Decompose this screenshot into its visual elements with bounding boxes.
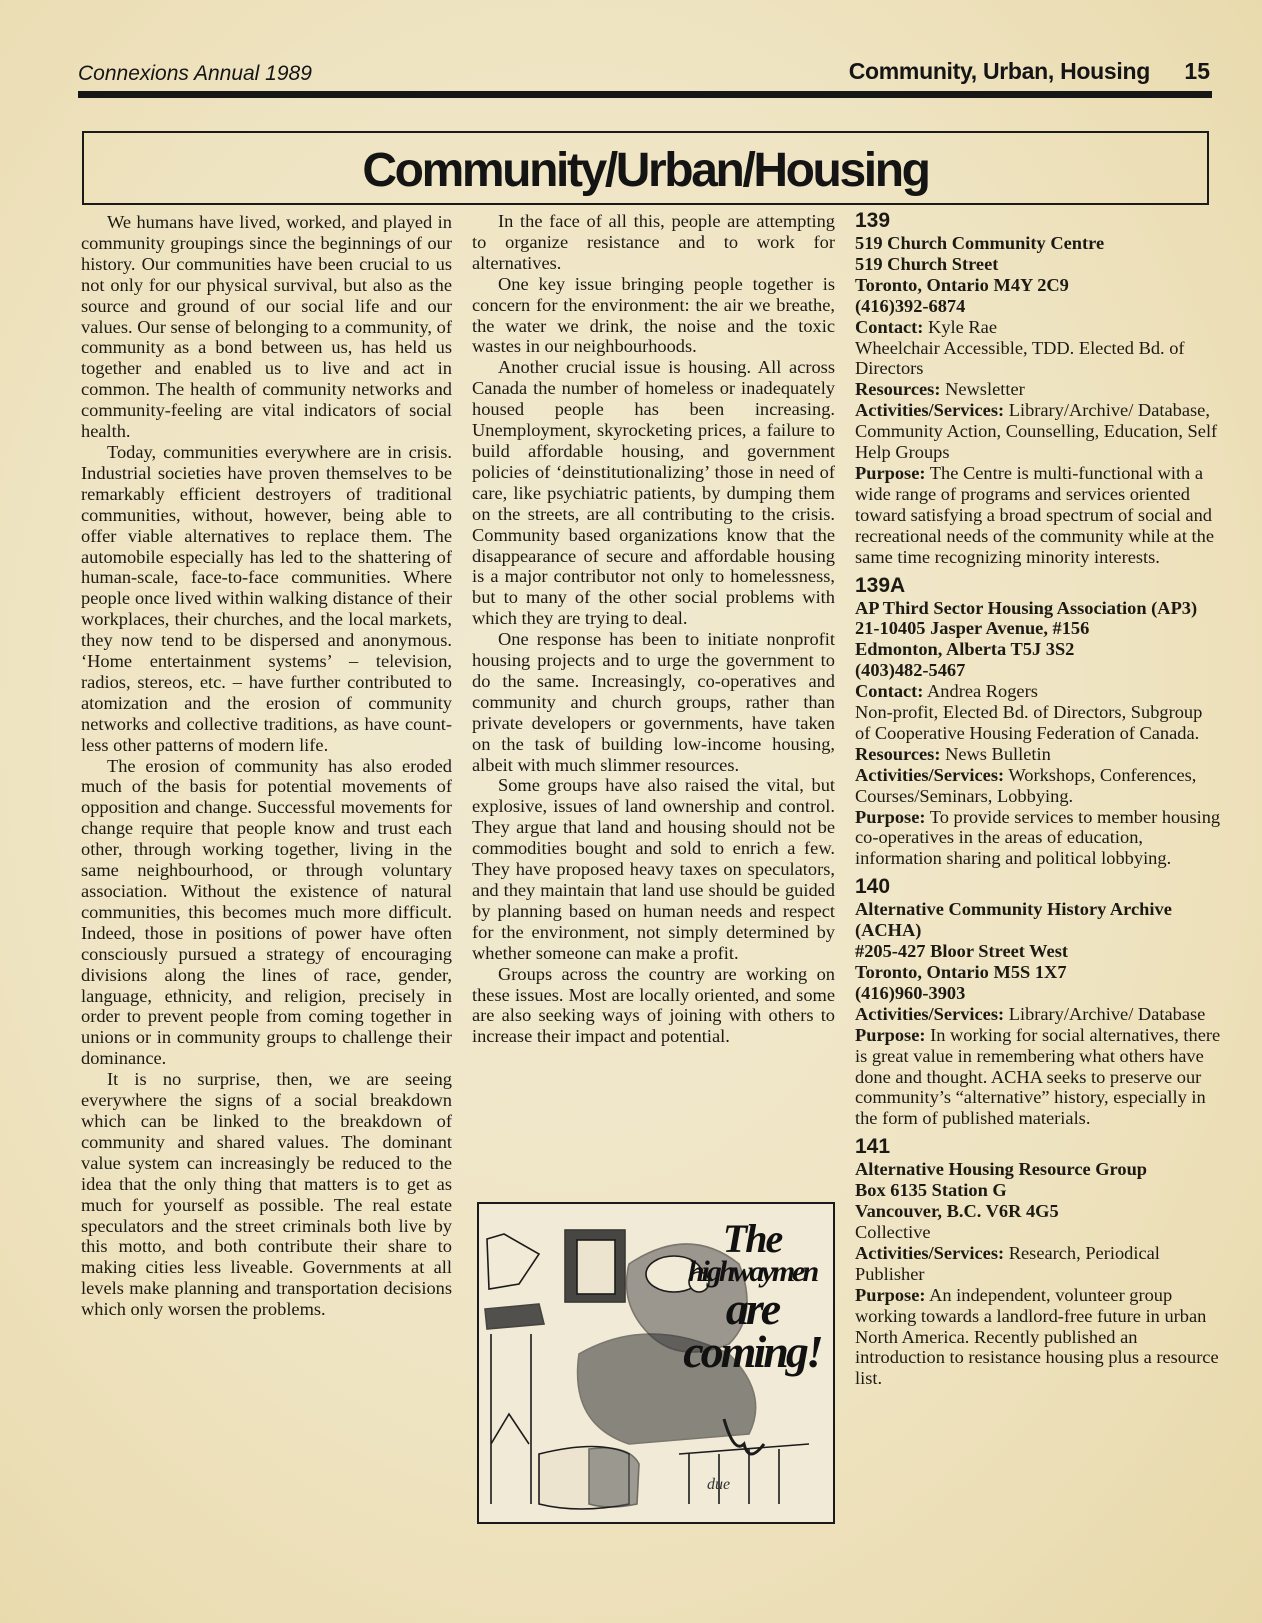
- entry-number: 140: [855, 875, 891, 899]
- activities-value: Research, Periodical Publisher: [855, 1242, 1160, 1284]
- caption-line: highwaymen: [687, 1255, 817, 1288]
- directory-column: [855, 210, 1221, 1396]
- resources-line: [855, 744, 1221, 765]
- activities-value: Library/Archive/ Database: [1008, 1003, 1206, 1024]
- section-title-box: [82, 131, 1209, 205]
- purpose-value: In working for social alternatives, there is great value in remembering what others have done and thought. ACHA seeks to preserve our community’s “alternative” history, especially in the form of published materials.: [855, 1024, 1221, 1129]
- directory-entry-140: [855, 876, 1221, 1129]
- purpose-line: [855, 1285, 1221, 1390]
- purpose-label: Purpose:: [855, 1024, 926, 1045]
- activities-label: Activities/Services:: [855, 400, 1005, 421]
- directory-entry-139: [855, 210, 1221, 568]
- paragraph: The erosion of community has also eroded much of the basis for potential movements of opposition and change. Successful movements for change require that people know and trust each other, through working together, living in the same neighbourhood, or through voluntary association. Without the existence of natural communities, this becomes much more difficult. Indeed, those in positions of power have often consciously pursued a strategy of encouraging divisions along the lines of race, gender, language, ethnicity, and religion, precisely in order to prevent people from coming together in unions or in community groups to challenge their dominance.: [81, 755, 452, 1069]
- address-line: Toronto, Ontario M5S 1X7: [855, 962, 1067, 982]
- purpose-value: The Centre is multi-functional with a wide range of programs and services oriented toward satisfying a broad spectrum of social and recreational needs of the community while at the same time recognizing minority interests.: [855, 462, 1214, 567]
- purpose-line: [855, 1025, 1221, 1130]
- paragraph: Groups across the country are working on these issues. Most are locally oriented, and some are also seeking ways of joining with others to increase their impact and potential.: [472, 963, 835, 1047]
- purpose-label: Purpose:: [855, 1284, 926, 1305]
- page-number: 15: [1184, 58, 1210, 84]
- activities-label: Activities/Services:: [855, 1003, 1005, 1024]
- purpose-line: [855, 463, 1221, 568]
- entry-number: 139A: [855, 573, 906, 597]
- address-line: 21-10405 Jasper Avenue, #156: [855, 618, 1090, 639]
- activities-label: Activities/Services:: [855, 1242, 1005, 1263]
- paragraph: It is no surprise, then, we are seeing everywhere the signs of a social breakdown which can be linked to the breakdown of community and shared values. The dominant value system can increasingly be reduced to the idea that the only thing that matters is to get as much for yourself as possible. The real estate speculators and the street criminals both live by this motto, and both contribute their share to making cities less liveable. Governments at all levels make planning and transportation decisions which only worsen the problems.: [81, 1069, 452, 1320]
- contact-line: [855, 317, 1221, 338]
- phone: (416)960-3903: [855, 982, 966, 1003]
- purpose-label: Purpose:: [855, 806, 926, 827]
- resources-line: [855, 379, 1221, 400]
- directory-entry-139a: [855, 575, 1221, 870]
- contact-name: Kyle Rae: [928, 316, 997, 337]
- org-notes: Collective: [855, 1221, 931, 1242]
- publication-title: Connexions Annual 1989: [78, 62, 312, 85]
- org-name: 519 Church Community Centre: [855, 233, 1105, 253]
- org-notes: Wheelchair Accessible, TDD. Elected Bd. of Directors: [855, 337, 1185, 379]
- phone: (416)392-6874: [855, 295, 966, 316]
- paragraph: One key issue bringing people together is concern for the environment: the air we breathe, the water we drink, the noise and the toxic wastes in our neighbourhoods.: [472, 273, 835, 357]
- contact-line: [855, 681, 1221, 702]
- resources-label: Resources:: [855, 379, 941, 400]
- resources-value: Newsletter: [945, 379, 1025, 400]
- resources-value: News Bulletin: [945, 743, 1051, 764]
- caption-line: The: [722, 1216, 782, 1261]
- artist-signature: due: [707, 1476, 731, 1493]
- activities-value: Workshops, Conferences, Courses/Seminars, Lobbying.: [855, 764, 1197, 806]
- intro-column-1: [81, 212, 452, 1320]
- paragraph: We humans have lived, worked, and played in community groupings since the beginnings of our history. Our communities have been crucial to us not only for our physical survival, but also as the source and ground of our social life and our values. Our sense of belonging to a community, of community as a bond between us, has held us together and enabled us to live and act in common. The health of community networks and community-feeling are vital indicators of social health.: [81, 212, 452, 442]
- paragraph: Some groups have also raised the vital, but explosive, issues of land ownership and control. They argue that land and housing should not be commodities bought and sold to enrich a few. They have proposed heavy taxes on speculators, and they maintain that land use should be guided by planning based on human needs and respect for the environment, not simply determined by whether someone can make a profit.: [472, 775, 835, 963]
- address-line: 519 Church Street: [855, 253, 999, 274]
- caption-line: are: [725, 1282, 779, 1334]
- entry-number: 139: [855, 209, 891, 232]
- purpose-label: Purpose:: [855, 462, 926, 483]
- paragraph: Today, communities everywhere are in crisis. Industrial societies have proven themselves to be remarkably efficient destroyers of traditional communities, without, however, being able to offer viable alternatives to replace them. The automobile especially has led to the shattering of human-scale, face-to-face communities. Where people once lived within walking distance of their workplaces, their churches, and the local markets, they now tend to be dispersed and anonymous. ‘Home entertainment systems’ – television, radios, stereos, etc. – have further contributed to atomization and the erosion of community networks and collective traditions, as have countless other patterns of modern life.: [81, 441, 452, 755]
- activities-value: Library/Archive/ Database, Community Action, Counselling, Education, Self Help Groups: [855, 400, 1218, 463]
- highwaymen-illustration: [477, 1202, 835, 1524]
- purpose-value: To provide services to member housing co-operatives in the areas of education, information sharing and political lobbying.: [855, 806, 1221, 869]
- paragraph: In the face of all this, people are attempting to organize resistance and to work for alternatives.: [472, 211, 835, 273]
- org-name: AP Third Sector Housing Association (AP3): [855, 597, 1198, 618]
- section-name: Community, Urban, Housing: [848, 58, 1150, 84]
- activities-line: [855, 1243, 1221, 1285]
- contact-label: Contact:: [855, 316, 924, 337]
- address-line: Edmonton, Alberta T5J 3S2: [855, 639, 1075, 660]
- address-line: #205-427 Bloor Street West: [855, 941, 1068, 962]
- org-name: Alternative Housing Resource Group: [855, 1159, 1148, 1180]
- contact-label: Contact:: [855, 681, 924, 702]
- activities-line: [855, 765, 1221, 807]
- address-line: Toronto, Ontario M4Y 2C9: [855, 274, 1069, 295]
- phone: (403)482-5467: [855, 660, 966, 681]
- org-notes: Non-profit, Elected Bd. of Directors, Subgroup of Cooperative Housing Federation of Canada.: [855, 702, 1203, 743]
- contact-name: Andrea Rogers: [927, 681, 1038, 702]
- running-header: [78, 56, 1210, 92]
- header-rule: [78, 91, 1212, 98]
- activities-line: [855, 400, 1221, 463]
- section-title: Community/Urban/Housing: [362, 143, 929, 197]
- entry-number: 141: [855, 1135, 891, 1159]
- address-line: Box 6135 Station G: [855, 1180, 1007, 1201]
- activities-line: [855, 1004, 1221, 1025]
- paragraph: Another crucial issue is housing. All across Canada the number of homeless or inadequately housed people has been increasing. Unemployment, skyrocketing prices, a failure to build affordable housing, and government policies of ‘deinstitutionalizing’ those in need of care, like psychiatric patients, by dumping them on the streets, are all contributing to the crisis. Community based organizations know that the disappearance of secure and affordable housing is a major contributor not only to homelessness, but to many of the other social problems with which they are trying to deal.: [472, 357, 835, 629]
- directory-entry-141: [855, 1136, 1221, 1389]
- address-line: Vancouver, B.C. V6R 4G5: [855, 1201, 1059, 1222]
- org-name: Alternative Community History Archive (ACHA): [855, 899, 1172, 941]
- illustration-caption: [677, 1216, 827, 1378]
- resources-label: Resources:: [855, 743, 941, 764]
- activities-label: Activities/Services:: [855, 764, 1005, 785]
- intro-column-2: [472, 211, 835, 1047]
- caption-line: coming!: [683, 1326, 821, 1378]
- paragraph: One response has been to initiate nonprofit housing projects and to urge the government to do the same. Increasingly, co-operatives and community and church groups, rather than private developers or governments, have taken on the task of building low-income housing, albeit with much slimmer resources.: [472, 629, 835, 775]
- purpose-line: [855, 807, 1221, 870]
- purpose-value: An independent, volunteer group working towards a landlord-free future in urban North America. Recently published an introduction to resistance housing plus a resource list.: [855, 1284, 1219, 1389]
